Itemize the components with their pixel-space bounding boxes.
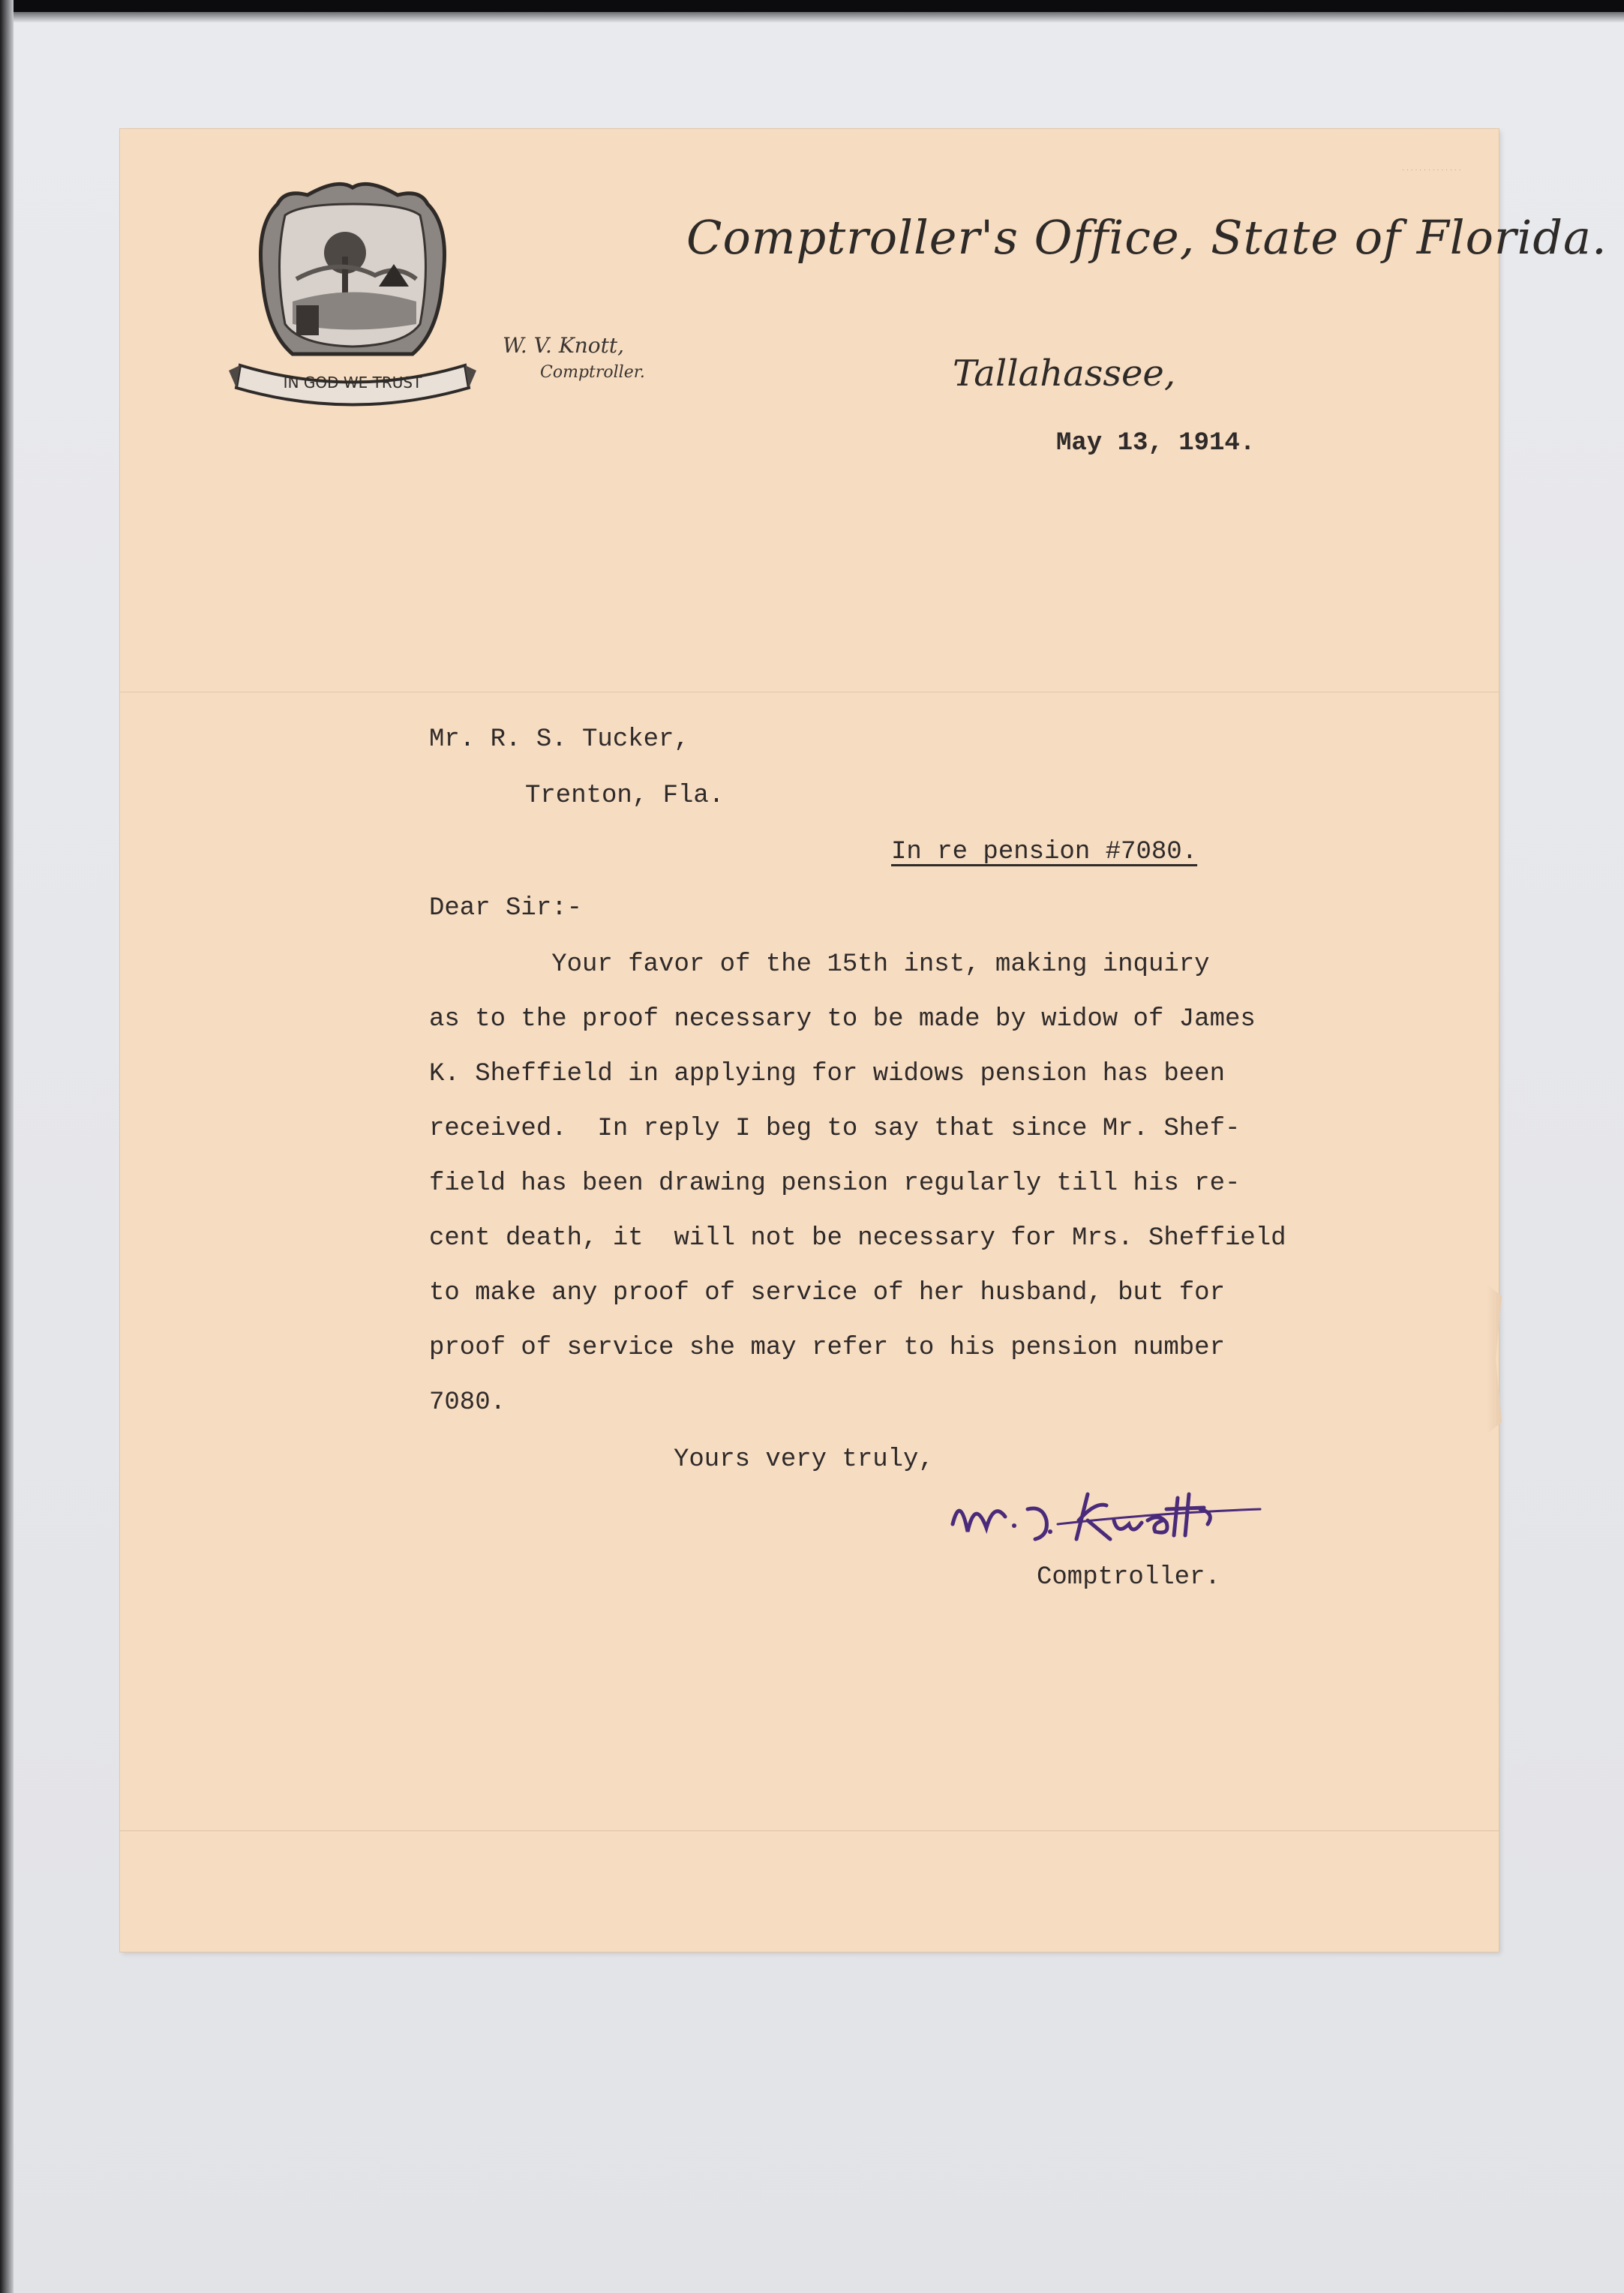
body-line: to make any proof of service of her husband, but for: [429, 1279, 1225, 1307]
signer-title: Comptroller.: [1037, 1563, 1220, 1592]
body-line: proof of service she may refer to his pension number: [429, 1334, 1225, 1362]
body-line: received. In reply I beg to say that since Mr. Shef-: [429, 1115, 1241, 1143]
scan-top-shadow: [0, 12, 1624, 23]
body-line: cent death, it will not be necessary for Mrs. Sheffield: [429, 1224, 1286, 1253]
letterhead-official-title: Comptroller.: [540, 363, 645, 382]
florida-seal-logo: [225, 174, 480, 414]
letter-sheet: [120, 129, 1607, 1952]
letterhead-city: Tallahassee,: [953, 353, 1176, 395]
salutation: Dear Sir:-: [429, 894, 583, 923]
letterhead-official-name: W. V. Knott,: [503, 333, 625, 358]
letter-date: May 13, 1914.: [1056, 429, 1256, 458]
fold-line: [120, 1830, 1499, 1832]
fold-line: [120, 692, 1499, 694]
handwritten-signature: [945, 1479, 1275, 1569]
recipient-name: Mr. R. S. Tucker,: [429, 725, 689, 754]
printer-mark: · · · · · · · · · · · · · ·: [1402, 168, 1461, 173]
seal-motto: IN GOD WE TRUST: [283, 374, 422, 392]
reference-line: In re pension #7080.: [891, 838, 1198, 866]
body-line: as to the proof necessary to be made by widow of James: [429, 1005, 1256, 1034]
closing: Yours very truly,: [674, 1445, 934, 1474]
body-line: field has been drawing pension regularly till his re-: [429, 1169, 1241, 1198]
body-line: 7080.: [429, 1388, 506, 1417]
scan-left-edge: [0, 0, 14, 2293]
recipient-city: Trenton, Fla.: [525, 782, 725, 810]
letterhead-office: Comptroller's Office, State of Florida.: [686, 210, 1607, 265]
scan-top-edge: [0, 0, 1624, 12]
body-line: K. Sheffield in applying for widows pension has been: [429, 1060, 1225, 1088]
body-line: Your favor of the 15th inst, making inquiry: [429, 950, 1210, 979]
